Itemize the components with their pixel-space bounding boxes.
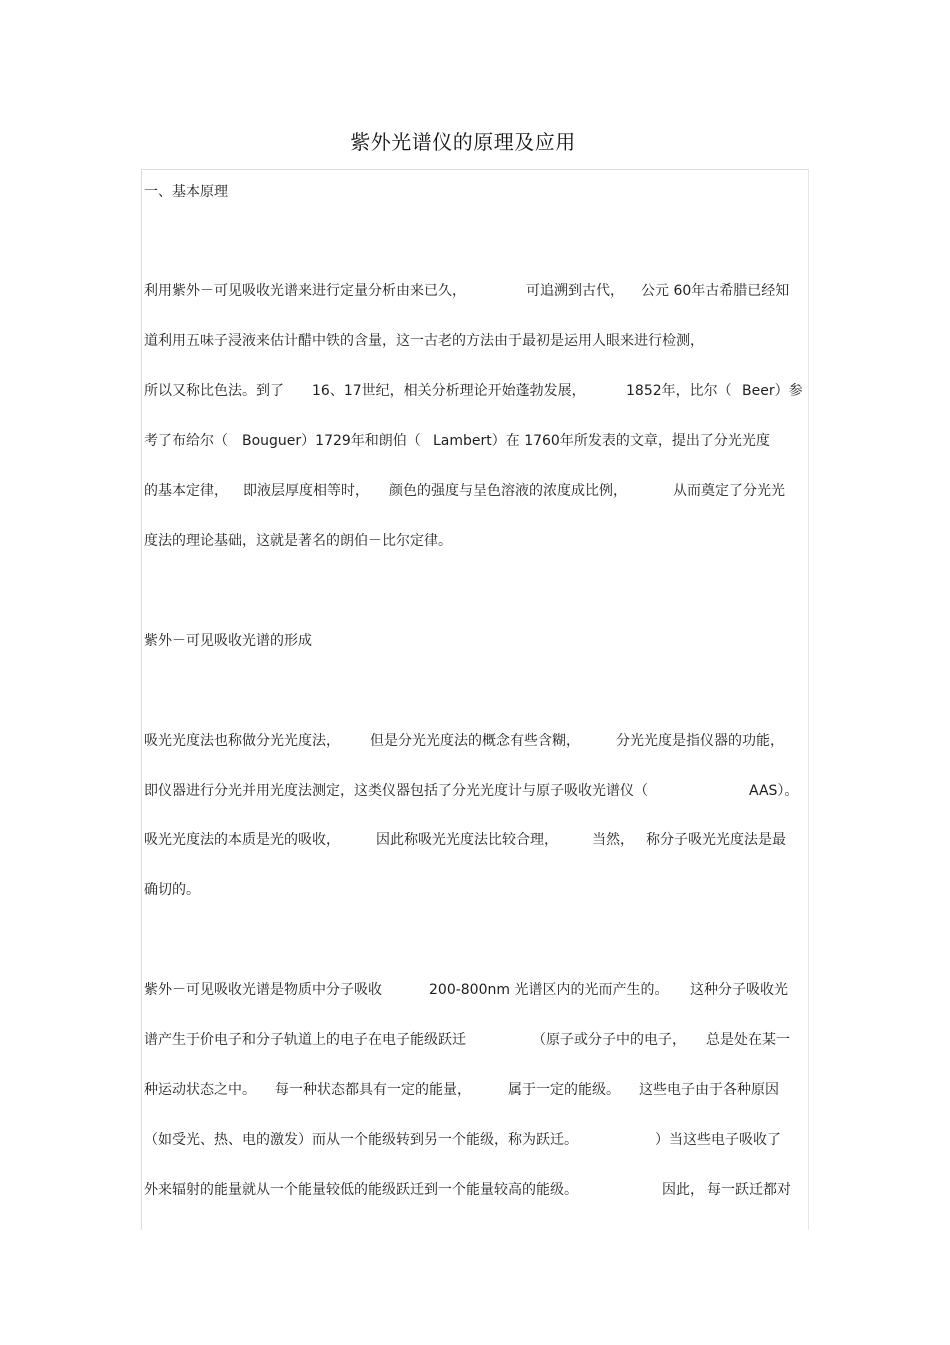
text-segment: 总是处在某一 xyxy=(706,1032,790,1048)
text-segment: 公元 60年古希腊已经知 xyxy=(641,283,790,299)
paragraph1-line6 xyxy=(144,531,808,551)
text-segment: 考了布给尔（ xyxy=(144,433,228,449)
text-segment: 道利用五味子浸液来估计醋中铁的含量，这一古老的方法由于最初是运用人眼来进行检测， xyxy=(144,333,704,349)
text-segment: ）当这些电子吸收了 xyxy=(655,1132,781,1148)
section-heading xyxy=(144,182,808,202)
text-segment: 颜色的强度与呈色溶液的浓度成比例， xyxy=(389,483,627,499)
paragraph1-line1 xyxy=(144,281,808,301)
paragraph1-line5 xyxy=(144,481,808,501)
text-segment: 利用紫外－可见吸收光谱来进行定量分析由来已久， xyxy=(144,283,466,299)
text-segment: 这些电子由于各种原因 xyxy=(639,1082,779,1098)
text-segment: 这种分子吸收光 xyxy=(690,982,788,998)
paragraph3-line3 xyxy=(144,1080,808,1100)
text-segment: 1852年，比尔（ xyxy=(626,383,732,399)
document-title: 紫外光谱仪的原理及应用 xyxy=(350,130,576,154)
paragraph2-line2 xyxy=(144,781,808,801)
text-segment: 称分子吸光光度法是最 xyxy=(646,832,786,848)
text-segment: 外来辐射的能量就从一个能量较低的能级跃迁到一个能量较高的能级。 xyxy=(144,1182,578,1198)
text-segment: 16、17世纪，相关分析理论开始蓬勃发展， xyxy=(312,383,586,399)
text-segment: 所以又称比色法。到了 xyxy=(144,383,284,399)
text-segment: 确切的。 xyxy=(144,882,200,898)
paragraph2-line1 xyxy=(144,731,808,751)
paragraph3-line2 xyxy=(144,1030,808,1050)
text-segment: 属于一定的能级。 xyxy=(508,1082,620,1098)
text-segment: 度法的理论基础，这就是著名的朗伯－比尔定律。 xyxy=(144,533,452,549)
text-segment: 吸光光度法的本质是光的吸收， xyxy=(144,832,340,848)
paragraph1-line3 xyxy=(144,381,808,401)
text-segment: Lambert）在 1760年所发表的文章，提出了分光光度 xyxy=(433,433,770,449)
text-segment: 吸光光度法也称做分光光度法， xyxy=(144,733,340,749)
text-segment: （原子或分子中的电子， xyxy=(532,1032,686,1048)
text-segment: AAS）。 xyxy=(749,783,799,799)
text-segment: 但是分光光度法的概念有些含糊， xyxy=(370,733,580,749)
content-frame xyxy=(141,169,809,1230)
subheading-text: 紫外－可见吸收光谱的形成 xyxy=(144,633,312,649)
text-segment: 从而奠定了分光光 xyxy=(673,483,785,499)
text-segment: 可追溯到古代， xyxy=(526,283,624,299)
text-segment: 分光光度是指仪器的功能， xyxy=(616,733,784,749)
paragraph1-line4 xyxy=(144,431,808,451)
text-segment: 即液层厚度相等时， xyxy=(243,483,369,499)
text-segment: Bouguer）1729年和朗伯（ xyxy=(242,433,421,449)
paragraph2-line4 xyxy=(144,880,808,900)
section-heading-text: 一、基本原理 xyxy=(144,184,228,200)
text-segment: 的基本定律， xyxy=(144,483,228,499)
text-segment: 种运动状态之中。 xyxy=(144,1082,256,1098)
paragraph3-line5 xyxy=(144,1180,808,1200)
text-segment: （如受光、热、电的激发）而从一个能级转到另一个能级，称为跃迁。 xyxy=(144,1132,578,1148)
text-segment: 紫外－可见吸收光谱是物质中分子吸收 xyxy=(144,982,382,998)
paragraph1-line2 xyxy=(144,331,808,351)
paragraph3-line4 xyxy=(144,1130,808,1150)
text-segment: 当然， xyxy=(592,832,634,848)
text-segment: 因此称吸光光度法比较合理， xyxy=(376,832,558,848)
text-segment: 每一种状态都具有一定的能量， xyxy=(275,1082,471,1098)
text-segment: 因此， xyxy=(662,1182,704,1198)
text-segment: 每一跃迁都对 xyxy=(707,1182,791,1198)
paragraph3-line1 xyxy=(144,980,808,1000)
text-segment: 即仪器进行分光并用光度法测定，这类仪器包括了分光光度计与原子吸收光谱仪（ xyxy=(144,783,648,799)
text-segment: Beer）参 xyxy=(742,383,803,399)
text-segment: 200-800nm 光谱区内的光而产生的。 xyxy=(429,982,669,998)
text-segment: 谱产生于价电子和分子轨道上的电子在电子能级跃迁 xyxy=(144,1032,466,1048)
subheading xyxy=(144,631,808,651)
paragraph2-line3 xyxy=(144,830,808,850)
